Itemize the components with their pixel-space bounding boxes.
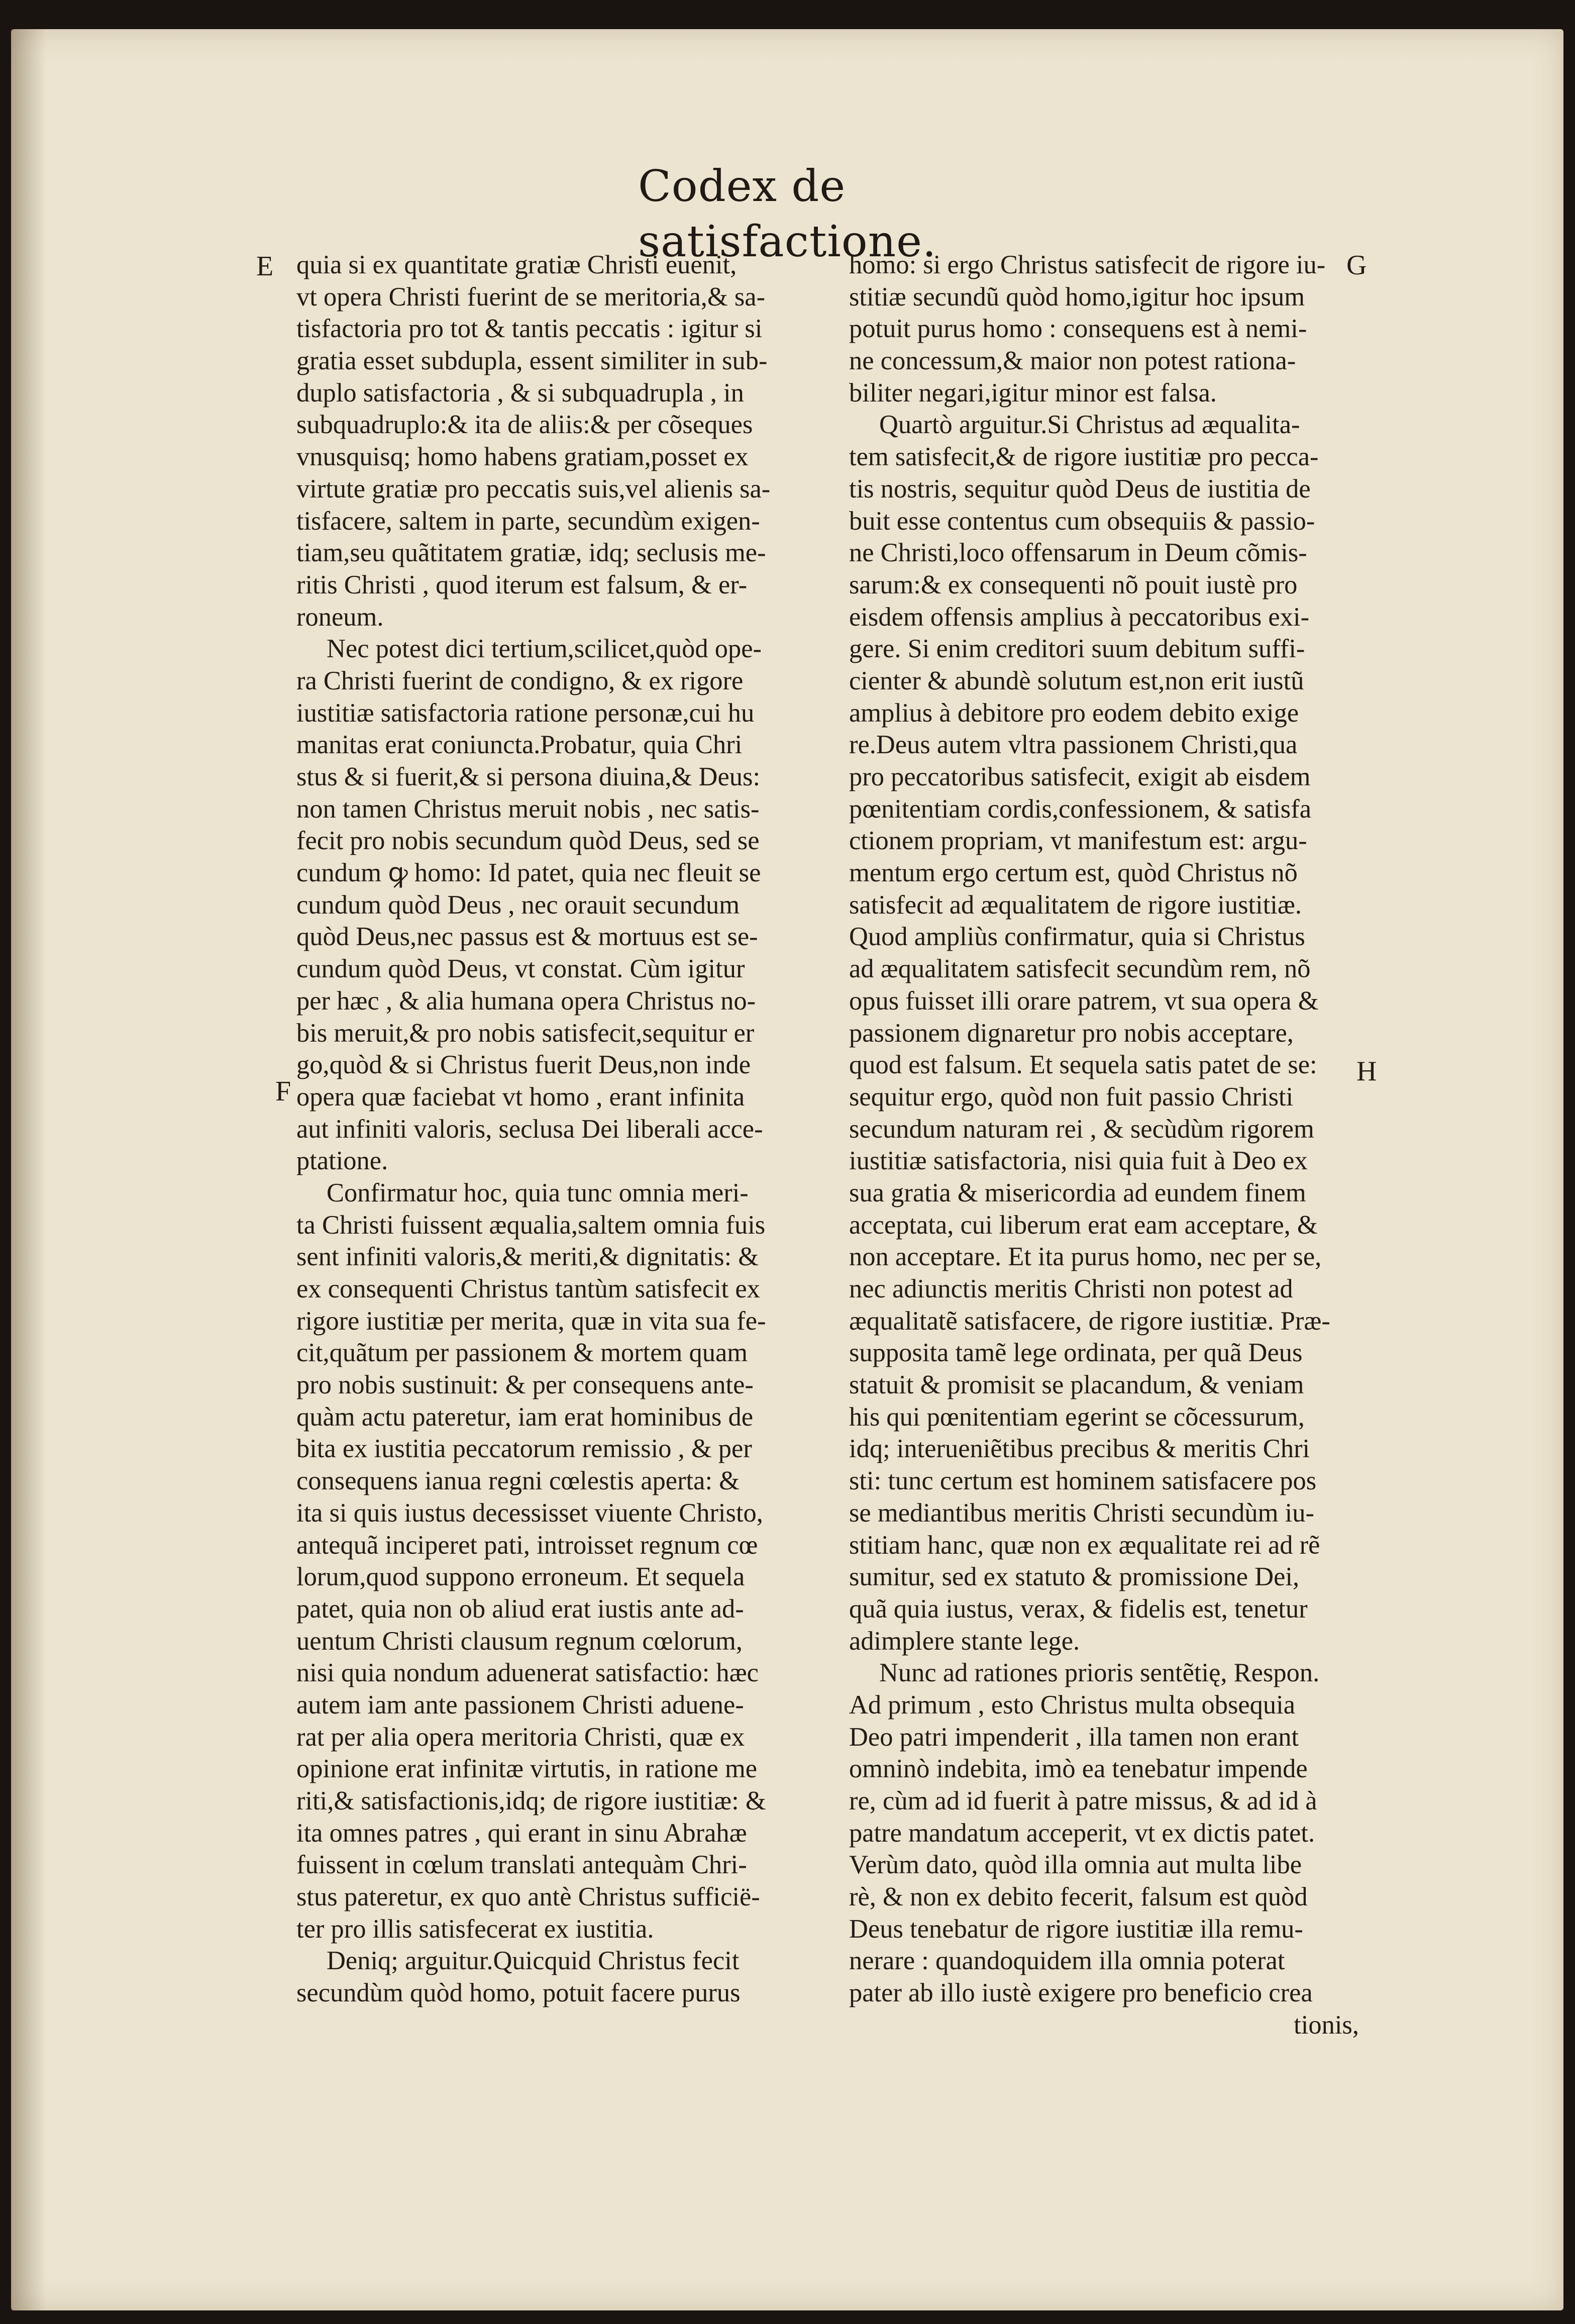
text-line: Deniq; arguitur.Quicquid Christus fecit <box>327 1946 740 1976</box>
text-line: ptatione. <box>296 1146 388 1176</box>
text-line: homo: si ergo Christus satisfecit de rigore iu- <box>849 250 1326 279</box>
text-line: ex consequenti Christus tantùm satisfecit ex <box>296 1274 760 1303</box>
text-line: vt opera Christi fuerint de se meritoria,& sa- <box>296 282 766 312</box>
text-line: ita omnes patres , qui erant in sinu Abrahæ <box>296 1818 747 1848</box>
text-line: secundùm quòd homo, potuit facere purus <box>296 1978 741 2008</box>
text-line: iustitiæ satisfactoria, nisi quia fuit à Deo ex <box>849 1146 1308 1176</box>
text-line: iustitiæ satisfactoria ratione personæ,cui hu <box>296 698 755 728</box>
text-line: stitiæ secundũ quòd homo,igitur hoc ipsum <box>849 282 1305 312</box>
text-line: Nunc ad rationes prioris sentẽtię, Respon. <box>879 1658 1320 1688</box>
text-line: patre mandatum acceperit, vt ex dictis patet. <box>849 1818 1315 1848</box>
text-line: eisdem offensis amplius à peccatoribus exi- <box>849 602 1310 632</box>
text-line: quod est falsum. Et sequela satis patet de se: <box>849 1050 1317 1080</box>
text-line: re.Deus autem vltra passionem Christi,qua <box>849 730 1298 760</box>
text-line: aut infiniti valoris, seclusa Dei liberali acce- <box>296 1114 763 1144</box>
text-line: ne Christi,loco offensarum in Deum cõmis- <box>849 538 1307 568</box>
text-line: sarum:& ex consequenti nõ pouit iustè pro <box>849 570 1298 599</box>
text-line: gere. Si enim creditori suum debitum suffi- <box>849 634 1305 664</box>
text-line: statuit & promisit se placandum, & veniam <box>849 1370 1304 1400</box>
text-line: Nec potest dici tertium,scilicet,quòd ope- <box>327 634 762 664</box>
text-line: se mediantibus meritis Christi secundùm iu- <box>849 1498 1314 1528</box>
text-line: riti,& satisfactionis,idq; de rigore iustitiæ: & <box>296 1786 766 1815</box>
text-line: duplo satisfactoria , & si subquadrupla , in <box>296 378 744 408</box>
text-line: roneum. <box>296 602 384 632</box>
text-line: Deus tenebatur de rigore iustitiæ illa remu- <box>849 1914 1303 1944</box>
text-line: opus fuisset illi orare patrem, vt sua opera & <box>849 986 1319 1016</box>
left-text-column <box>296 249 829 2058</box>
right-text-column <box>849 249 1392 2058</box>
text-line: uentum Christi clausum regnum cœlorum, <box>296 1626 743 1656</box>
text-line: æqualitatẽ satisfacere, de rigore iustitiæ. Præ- <box>849 1306 1330 1336</box>
text-line: rè, & non ex debito fecerit, falsum est quòd <box>849 1882 1308 1912</box>
text-line: opera quæ faciebat vt homo , erant infinita <box>296 1082 745 1112</box>
text-line: his qui pœnitentiam egerint se cõcessurum, <box>849 1402 1305 1432</box>
text-line: ita si quis iustus decessisset viuente Christo, <box>296 1498 763 1528</box>
text-line: quã quia iustus, verax, & fidelis est, tenetur <box>849 1594 1308 1624</box>
text-line: acceptata, cui liberum erat eam acceptare, & <box>849 1210 1318 1240</box>
margin-letter-e: E <box>256 251 274 282</box>
text-line: opinione erat infinitæ virtutis, in ratione me <box>296 1754 758 1784</box>
text-line: idq; interueniẽtibus precibus & meritis Chri <box>849 1434 1310 1464</box>
text-line: antequã inciperet pati, introisset regnum cœ <box>296 1530 758 1560</box>
text-line: gratia esset subdupla, essent similiter in sub- <box>296 346 768 376</box>
text-line: tionis, <box>1294 2010 1359 2040</box>
text-line: fecit pro nobis secundum quòd Deus, sed se <box>296 826 760 856</box>
text-line: amplius à debitore pro eodem debito exige <box>849 698 1299 728</box>
text-line: pœnitentiam cordis,confessionem, & satisfa <box>849 794 1312 824</box>
text-line: nec adiunctis meritis Christi non potest ad <box>849 1274 1293 1303</box>
text-line: ter pro illis satisfecerat ex iustitia. <box>296 1914 654 1944</box>
margin-letter-g: G <box>1346 250 1367 281</box>
text-line: cundum ꝙ homo: Id patet, quia nec fleuit se <box>296 858 761 888</box>
text-line: Quod ampliùs confirmatur, quia si Christus <box>849 922 1305 952</box>
text-line: subquadruplo:& ita de aliis:& per cõseques <box>296 410 753 440</box>
text-line: ne concessum,& maior non potest rationa- <box>849 346 1296 376</box>
margin-letter-h: H <box>1356 1056 1377 1087</box>
text-line: patet, quia non ob aliud erat iustis ante ad- <box>296 1594 744 1624</box>
text-line: Ad primum , esto Christus multa obsequia <box>849 1690 1296 1720</box>
text-line: bis meruit,& pro nobis satisfecit,sequitur er <box>296 1018 755 1048</box>
text-line: rigore iustitiæ per merita, quæ in vita sua fe- <box>296 1306 766 1336</box>
text-line: virtute gratiæ pro peccatis suis,vel alienis sa- <box>296 474 771 503</box>
text-line: ctionem propriam, vt manifestum est: argu- <box>849 826 1307 856</box>
text-line: stus & si fuerit,& si persona diuina,& Deus: <box>296 762 761 791</box>
text-line: cit,quãtum per passionem & mortem quam <box>296 1338 748 1368</box>
text-line: fuissent in cœlum translati antequàm Chri- <box>296 1850 747 1880</box>
text-line: tem satisfecit,& de rigore iustitiæ pro pecca- <box>849 442 1319 472</box>
text-line: secundum naturam rei , & secùdùm rigorem <box>849 1114 1314 1144</box>
text-line: satisfecit ad æqualitatem de rigore iustitiæ. <box>849 890 1302 920</box>
text-line: consequens ianua regni cœlestis aperta: & <box>296 1466 740 1496</box>
text-line: non tamen Christus meruit nobis , nec satis- <box>296 794 760 824</box>
text-line: adimplere stante lege. <box>849 1626 1080 1656</box>
text-line: Deo patri impenderit , illa tamen non erant <box>849 1722 1299 1752</box>
text-line: re, cùm ad id fuerit à patre missus, & ad id à <box>849 1786 1317 1815</box>
text-line: sequitur ergo, quòd non fuit passio Christi <box>849 1082 1294 1112</box>
text-line: Confirmatur hoc, quia tunc omnia meri- <box>327 1178 749 1207</box>
text-line: pater ab illo iustè exigere pro beneficio crea <box>849 1978 1313 2008</box>
text-line: autem iam ante passionem Christi aduene- <box>296 1690 744 1720</box>
text-line: ad æqualitatem satisfecit secundùm rem, nõ <box>849 954 1311 984</box>
text-line: stitiam hanc, quæ non ex æqualitate rei ad rẽ <box>849 1530 1320 1560</box>
text-line: buit esse contentus cum obsequiis & passio- <box>849 506 1315 536</box>
text-line: ra Christi fuerint de condigno, & ex rigore <box>296 666 744 695</box>
text-line: manitas erat coniuncta.Probatur, quia Chri <box>296 730 743 760</box>
text-line: rat per alia opera meritoria Christi, quæ ex <box>296 1722 745 1752</box>
text-line: ta Christi fuissent æqualia,saltem omnia fuis <box>296 1210 766 1240</box>
text-line: ritis Christi , quod iterum est falsum, & er- <box>296 570 748 599</box>
text-line: tiam,seu quãtitatem gratiæ, idq; seclusis me- <box>296 538 766 568</box>
text-line: Verùm dato, quòd illa omnia aut multa libe <box>849 1850 1302 1880</box>
text-line: cundum quòd Deus, vt constat. Cùm igitur <box>296 954 745 984</box>
text-line: quàm actu pateretur, iam erat hominibus de <box>296 1402 754 1432</box>
text-line: sumitur, sed ex statuto & promissione Dei, <box>849 1562 1300 1592</box>
text-line: vnusquisq; homo habens gratiam,posset ex <box>296 442 749 472</box>
text-line: sti: tunc certum est hominem satisfacere pos <box>849 1466 1317 1496</box>
text-line: nerare : quandoquidem illa omnia poterat <box>849 1946 1285 1976</box>
text-line: sua gratia & misericordia ad eundem finem <box>849 1178 1306 1207</box>
text-line: non acceptare. Et ita purus homo, nec per se, <box>849 1242 1322 1272</box>
text-line: omninò indebita, imò ea tenebatur impende <box>849 1754 1308 1784</box>
page-gutter-shadow <box>11 29 46 2310</box>
text-line: cienter & abundè solutum est,non erit iustũ <box>849 666 1304 695</box>
text-line: per hæc , & alia humana opera Christus no- <box>296 986 756 1016</box>
text-line: potuit purus homo : consequens est à nemi- <box>849 314 1307 344</box>
text-line: mentum ergo certum est, quòd Christus nõ <box>849 858 1298 888</box>
text-line: tis nostris, sequitur quòd Deus de iustitia de <box>849 474 1311 503</box>
text-line: go,quòd & si Christus fuerit Deus,non inde <box>296 1050 751 1080</box>
text-line: biliter negari,igitur minor est falsa. <box>849 378 1217 408</box>
text-line: tisfacere, saltem in parte, secundùm exigen- <box>296 506 760 536</box>
text-line: passionem dignaretur pro nobis acceptare, <box>849 1018 1294 1048</box>
running-header: Codex de satisfactione. <box>638 161 937 267</box>
text-line: quòd Deus,nec passus est & mortuus est se- <box>296 922 758 952</box>
text-line: sent infiniti valoris,& meriti,& dignitatis: & <box>296 1242 759 1272</box>
text-line: nisi quia nondum aduenerat satisfactio: hæc <box>296 1658 759 1688</box>
text-line: pro nobis sustinuit: & per consequens ante- <box>296 1370 754 1400</box>
text-line: stus pateretur, ex quo antè Christus sufficië- <box>296 1882 760 1912</box>
text-line: bita ex iustitia peccatorum remissio , & per <box>296 1434 752 1464</box>
text-line: quia si ex quantitate gratiæ Christi euenit, <box>296 250 737 279</box>
text-line: lorum,quod suppono erroneum. Et sequela <box>296 1562 745 1592</box>
text-line: supposita tamẽ lege ordinata, per quã Deus <box>849 1338 1303 1368</box>
margin-letter-f: F <box>275 1076 291 1107</box>
text-line: cundum quòd Deus , nec orauit secundum <box>296 890 740 920</box>
text-line: tisfactoria pro tot & tantis peccatis : igitur si <box>296 314 763 344</box>
text-line: pro peccatoribus satisfecit, exigit ab eisdem <box>849 762 1311 791</box>
text-line: Quartò arguitur.Si Christus ad æqualita- <box>879 410 1300 440</box>
